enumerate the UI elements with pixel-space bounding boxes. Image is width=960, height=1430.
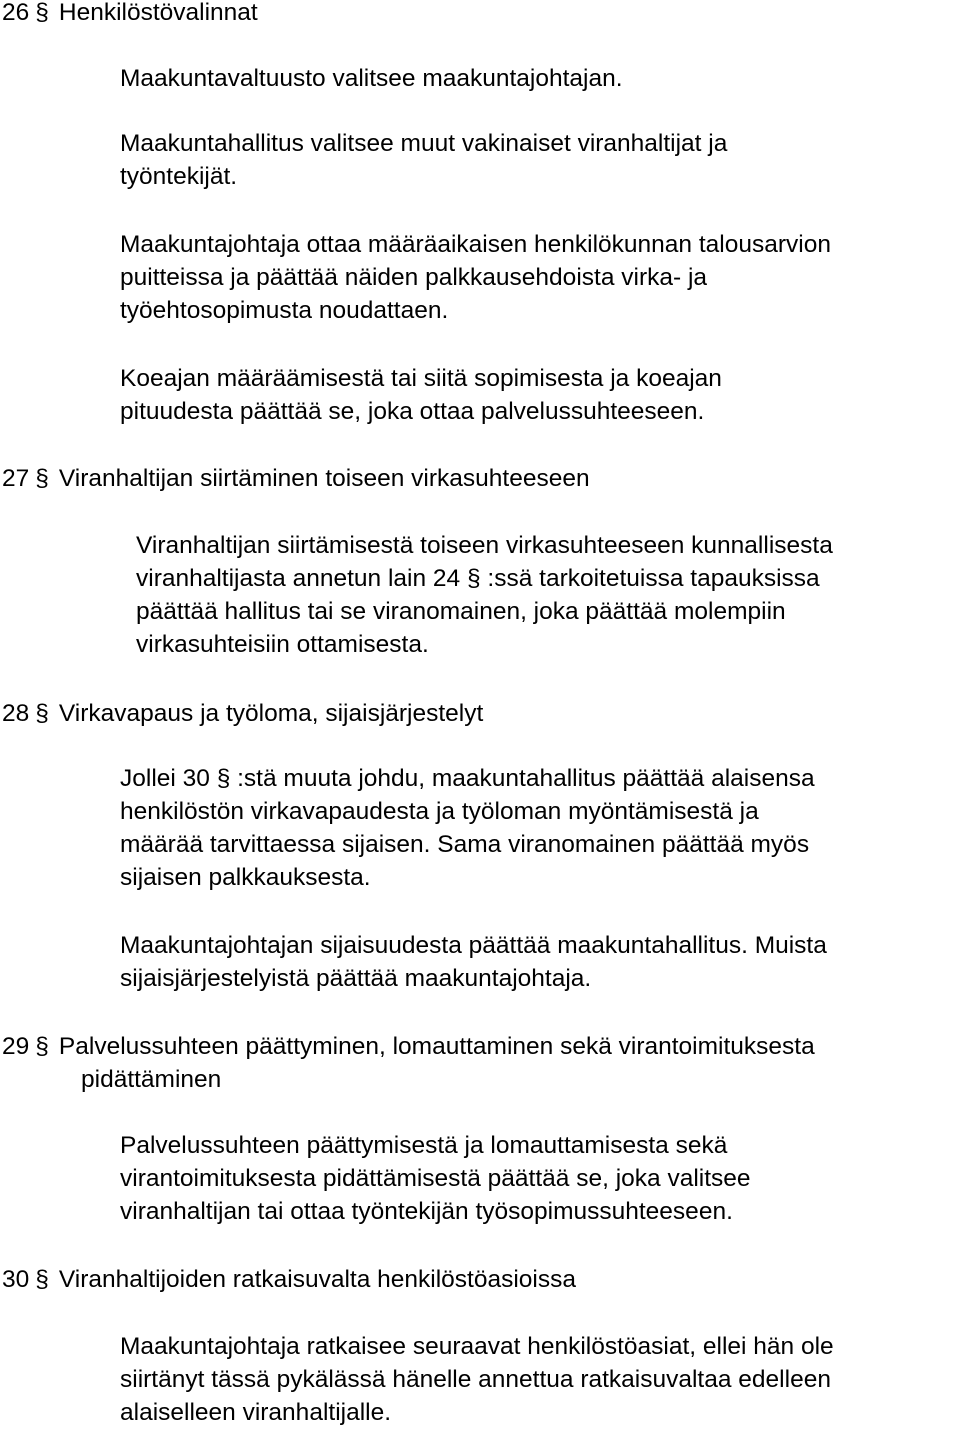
text-line: sijaisjärjestelyistä päättää maakuntajohtaja. [120, 965, 592, 992]
text-line: Maakuntajohtaja ratkaisee seuraavat henkilöstöasiat, ellei hän ole [120, 1333, 834, 1360]
text-line: henkilöstön virkavapaudesta ja työloman myöntämisestä ja [120, 798, 759, 825]
section-title: Virkavapaus ja työloma, sijaisjärjestelyt [58, 700, 484, 727]
section-symbol: § [35, 1266, 49, 1293]
section-26-paragraph-3 [120, 228, 960, 327]
text-line: Koeajan määräämisestä tai siitä sopimisesta ja koeajan [120, 365, 722, 392]
text-line: Maakuntahallitus valitsee muut vakinaiset viranhaltijat ja [120, 130, 728, 157]
text-line: työehtosopimusta noudattaen. [120, 297, 449, 324]
section-29-heading [2, 1030, 815, 1096]
section-28-paragraph-1 [120, 762, 960, 894]
section-number: 28 [2, 700, 30, 727]
section-27-heading [2, 462, 590, 495]
text-line: pituudesta päättää se, joka ottaa palvelussuhteeseen. [120, 398, 705, 425]
section-number: 29 [2, 1033, 30, 1060]
text-line: Maakuntajohtajan sijaisuudesta päättää maakuntahallitus. Muista [120, 932, 827, 959]
section-30-paragraph-1 [120, 1330, 960, 1429]
text-line: Maakuntajohtaja ottaa määräaikaisen henkilökunnan talousarvion [120, 231, 831, 258]
section-symbol: § [35, 0, 49, 26]
text-line: viranhaltijasta annetun lain 24 § :ssä tarkoitetuissa tapauksissa [136, 565, 820, 592]
text-line: määrää tarvittaessa sijaisen. Sama viranomainen päättää myös [120, 831, 810, 858]
section-26-heading [2, 0, 258, 29]
text-line: virantoimituksesta pidättämisestä päättää se, joka valitsee [120, 1165, 751, 1192]
section-29-paragraph-1 [120, 1129, 960, 1228]
section-title: Henkilöstövalinnat [58, 0, 258, 26]
text-line: päättää hallitus tai se viranomainen, joka päättää molempiin [136, 598, 786, 625]
section-title: Palvelussuhteen päättyminen, lomauttaminen sekä virantoimituksesta [58, 1033, 815, 1060]
text-line: viranhaltijan tai ottaa työntekijän työsopimussuhteeseen. [120, 1198, 733, 1225]
text-line: virkasuhteisiin ottamisesta. [136, 631, 429, 658]
section-title: Viranhaltijan siirtäminen toiseen virkasuhteeseen [58, 465, 590, 492]
section-number: 27 [2, 465, 30, 492]
section-28-heading [2, 697, 483, 730]
text-line: siirtänyt tässä pykälässä hänelle annettua ratkaisuvaltaa edelleen [120, 1366, 831, 1393]
section-title: Viranhaltijoiden ratkaisuvalta henkilöstöasioissa [58, 1266, 576, 1293]
section-27-paragraph-1 [136, 529, 960, 661]
section-number: 26 [2, 0, 30, 26]
text-line: alaiselleen viranhaltijalle. [120, 1399, 392, 1426]
section-28-paragraph-2 [120, 929, 960, 995]
section-symbol: § [35, 1033, 49, 1060]
section-26-paragraph-2 [120, 127, 960, 193]
text-line: sijaisen palkkauksesta. [120, 864, 371, 891]
text-line: Palvelussuhteen päättymisestä ja lomauttamisesta sekä [120, 1132, 728, 1159]
section-symbol: § [35, 465, 49, 492]
text-line: työntekijät. [120, 163, 238, 190]
section-title-continuation: pidättäminen [81, 1066, 222, 1093]
text-line: puitteissa ja päättää näiden palkkausehdoista virka- ja [120, 264, 708, 291]
text-line: Viranhaltijan siirtämisestä toiseen virkasuhteeseen kunnallisesta [136, 532, 833, 559]
section-30-heading [2, 1263, 576, 1296]
section-number: 30 [2, 1266, 30, 1293]
text-line: Maakuntavaltuusto valitsee maakuntajohtajan. [120, 65, 623, 92]
text-line: Jollei 30 § :stä muuta johdu, maakuntahallitus päättää alaisensa [120, 765, 815, 792]
section-26-paragraph-4 [120, 362, 960, 428]
section-symbol: § [35, 700, 49, 727]
section-26-paragraph-1 [120, 62, 960, 95]
